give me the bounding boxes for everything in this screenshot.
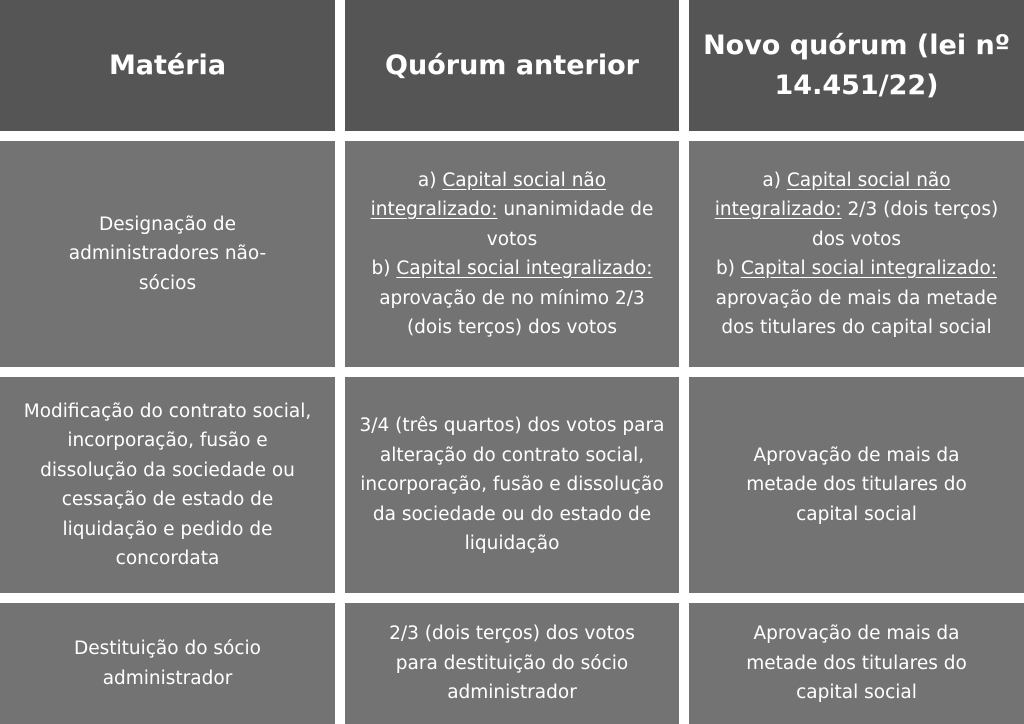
header-materia-label: Matéria <box>108 49 227 81</box>
row3-novo-text: Aprovação de mais da metade dos titulares do capital social <box>746 623 967 704</box>
row1-novo-content <box>699 166 1014 343</box>
row1-novo-a-label: Capital social não integralizado: <box>714 169 951 220</box>
row3-anterior-cell <box>345 603 679 724</box>
row1-anterior-b-text: aprovação de no mínimo 2/3 (dois terços) dos votos <box>379 287 645 338</box>
row1-anterior-content <box>357 166 667 343</box>
row1-anterior-b-prefix: b) <box>371 258 397 279</box>
row2-anterior-cell <box>345 377 679 593</box>
row2-anterior-text: 3/4 (três quartos) dos votos para alteração do contrato social, incorporação, fusão e dissolução da sociedade ou do estado de liquidação <box>359 415 665 555</box>
row2-novo-text: Aprovação de mais da metade dos titulares do capital social <box>746 444 967 525</box>
row1-novo-b-prefix: b) <box>715 258 741 279</box>
row1-anterior-a-prefix: a) <box>417 169 443 191</box>
header-materia <box>0 0 335 131</box>
row1-anterior-b-label: Capital social integralizado: <box>396 258 653 279</box>
header-novo-quorum <box>689 0 1024 131</box>
row3-materia-cell <box>0 603 335 724</box>
row3-anterior-text: 2/3 (dois terços) dos votos para destituição do sócio administrador <box>389 623 635 704</box>
row1-materia-cell <box>0 141 335 367</box>
row1-novo-b-text: aprovação de mais da metade dos titulares do capital social <box>715 287 998 338</box>
row1-anterior-cell <box>345 141 679 367</box>
row2-materia-text: Modificação do contrato social, incorporação, fusão e dissolução da sociedade ou cessação de estado de liquidação e pedido de concordata <box>23 400 312 569</box>
header-novo-quorum-label: Novo quórum (lei nº 14.451/22) <box>703 29 1010 101</box>
row1-novo-a-prefix: a) <box>762 169 787 191</box>
header-quorum-anterior <box>345 0 679 131</box>
row3-novo-cell <box>689 603 1024 724</box>
header-quorum-anterior-label: Quórum anterior <box>385 49 639 81</box>
row3-materia-text: Destituição do sócio administrador <box>73 638 261 689</box>
row2-novo-cell <box>689 377 1024 593</box>
row1-novo-b-label: Capital social integralizado: <box>740 258 998 279</box>
row1-novo-cell <box>689 141 1024 367</box>
row1-materia-text: Designação de administradores não-sócios <box>68 213 267 294</box>
row1-novo-a-text: 2/3 (dois terços) dos votos <box>811 199 999 250</box>
row1-anterior-a-label: Capital social não integralizado: <box>370 169 607 220</box>
row1-anterior-a-text: unanimidade de votos <box>486 199 654 250</box>
row2-materia-cell <box>0 377 335 593</box>
